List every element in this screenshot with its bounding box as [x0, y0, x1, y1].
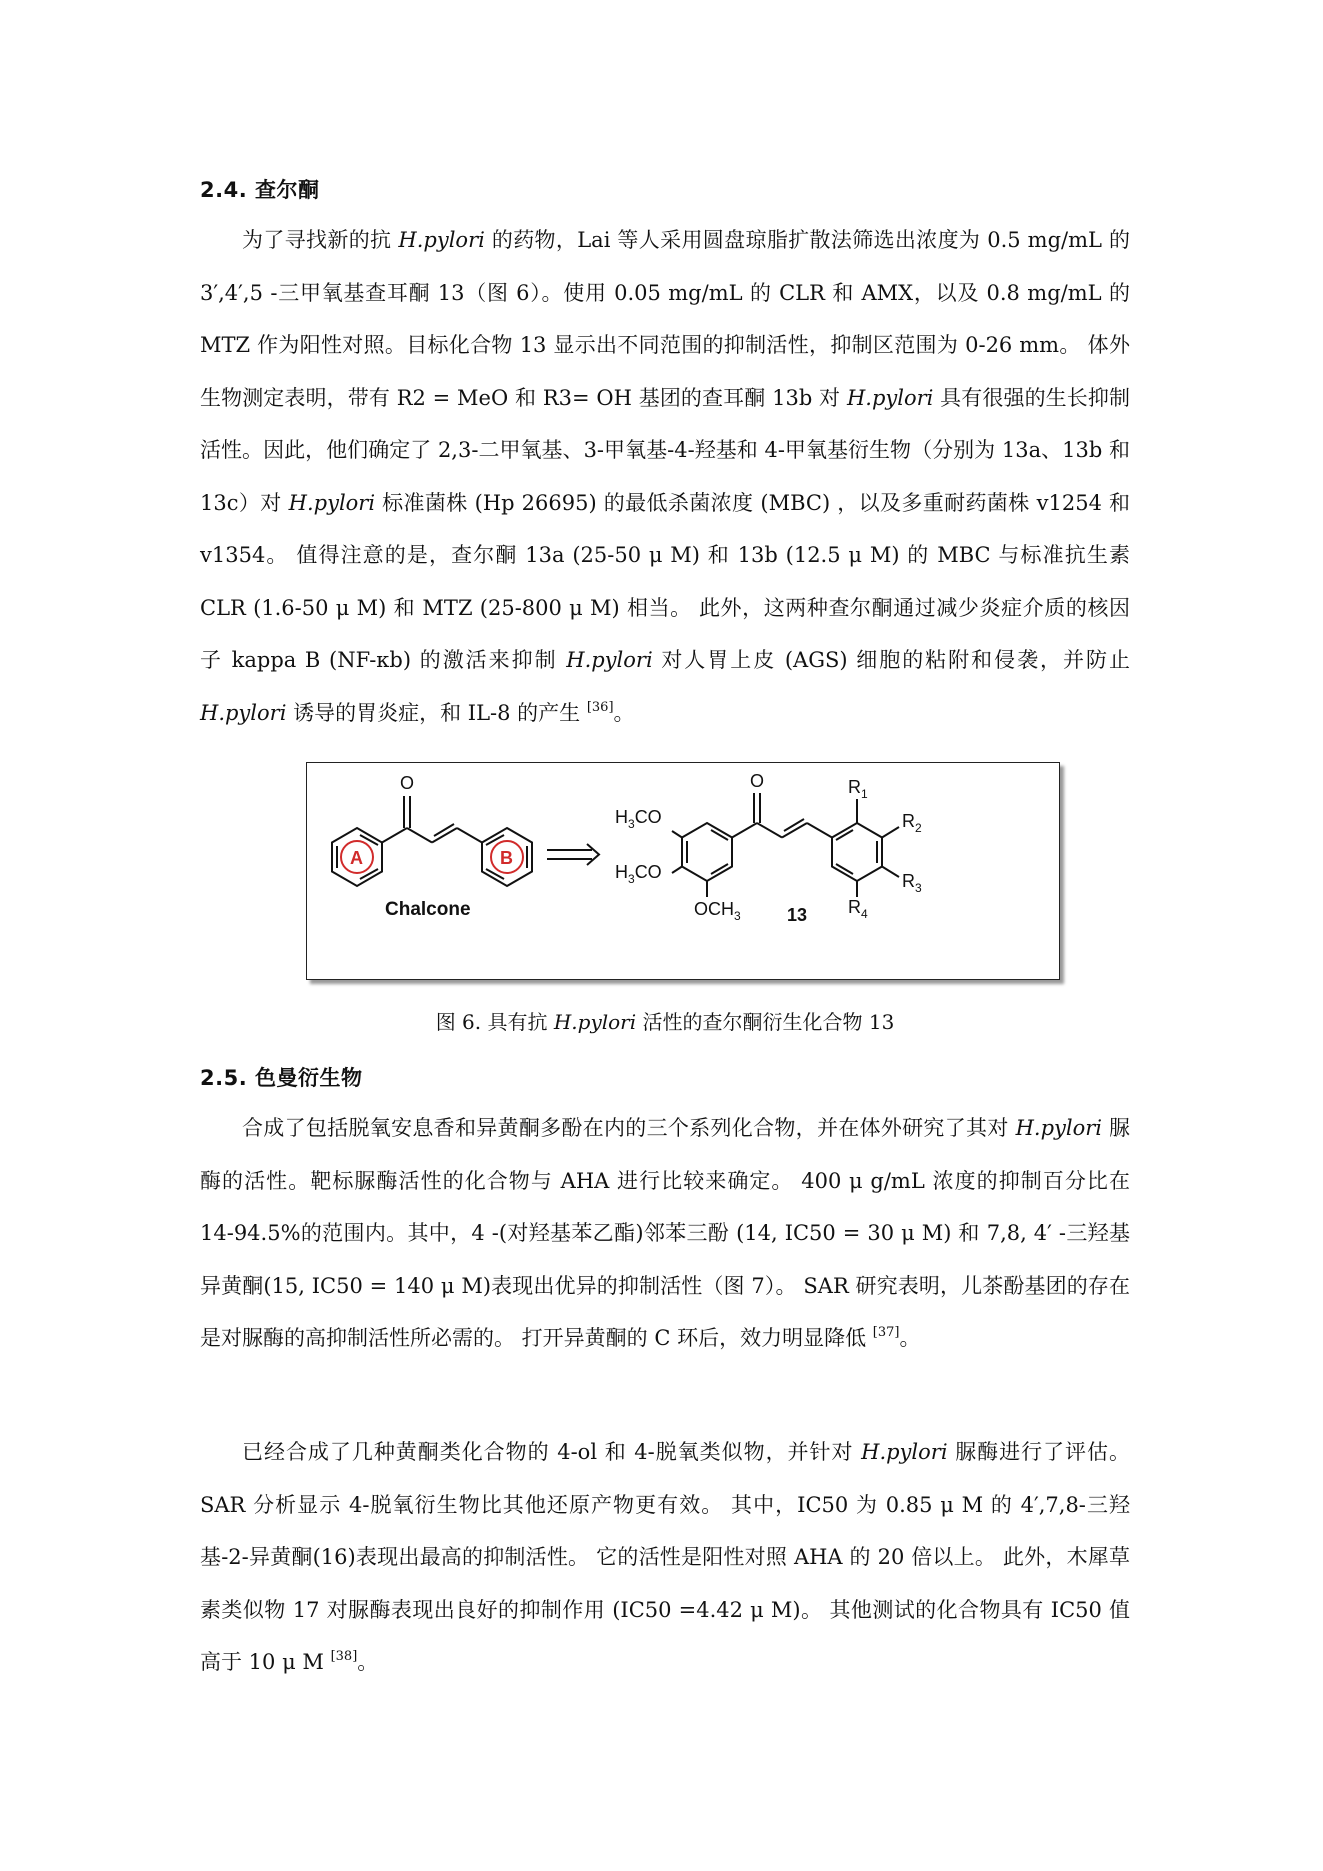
r2-label: $R_2$ [902, 811, 922, 835]
species-name: H.pylori [861, 1440, 948, 1464]
methoxy-middle-label: $H_3CO$ [615, 862, 662, 886]
paragraph-chromane-2 [200, 1426, 1130, 1689]
text-run: 诱导的胃炎症，和 IL-8 的产生 [286, 700, 587, 725]
text-run: 脲酶进行了评估。 SAR 分析显示 4-脱氧衍生物比其他还原产物更有效。 其中，IC50 为 0.85 μ M 的 4′,7,8-三羟基-2-异黄酮(16)表现出最高的抑制活性。 它的活性是阳性对照 AHA 的 20 倍以上。 此外，木犀草素类似物 17 对脲酶表现出良好的抑制作用 (IC50 =4.42 μ M)。 其他测试的化合物具有 IC50 值高于 10 μ M [200, 1440, 1130, 1674]
text-run: 。 [613, 700, 635, 725]
text-run: 。 [899, 1326, 921, 1350]
species-name: H.pylori [200, 700, 287, 725]
species-name: H.pylori [846, 385, 934, 410]
figure-6-frame [306, 762, 1060, 980]
figure-6-caption [200, 1006, 1130, 1035]
text-run: 脲酶的活性。靶标脲酶活性的化合物与 AHA 进行比较来确定。 400 μ g/mL 浓度的抑制百分比在 14-94.5%的范围内。其中，4 -(对羟基苯乙酯)邻苯三酚 (14, IC50 = 30 μ M) 和 7,8, 4′ -三羟基异黄酮(15, IC50 = 140 μ M)表现出优异的抑制活性（图 7）。 SAR 研究表明，儿茶酚基团的存在是对脲酶的高抑制活性所必需的。 打开异黄酮的 C 环后，效力明显降低 [200, 1116, 1130, 1350]
text-run: 活性的查尔酮衍生化合物 13 [636, 1010, 895, 1034]
text-run: 标准菌株 (Hp 26695) 的最低杀菌浓度 (MBC) ，以及多重耐药菌株 v1254 和 v1354。 值得注意的是，查尔酮 13a (25-50 μ M) 和 13b (12.5 μ M) 的 MBC 与标准抗生素 CLR (1.6-50 μ M) 和 MTZ (25-800 μ M) 相当。 此外，这两种查尔酮通过减少炎症介质的核因子 kappa B (NF-κb) 的激活来抑制 [200, 490, 1130, 672]
methoxy-bottom-label: $OCH_3$ [694, 899, 741, 923]
text-run: 为了寻找新的抗 [242, 228, 399, 252]
chalcone-label: Chalcone [385, 899, 471, 920]
citation-ref: [38] [330, 1649, 358, 1664]
text-run: 对人胃上皮 (AGS) 细胞的粘附和侵袭，并防止 [652, 648, 1130, 672]
section-heading-2-5: 2.5. 色曼衍生物 [200, 1066, 363, 1090]
chalcone-structure-diagram [307, 763, 1059, 979]
species-name: H.pylori [1015, 1116, 1103, 1140]
text-run: 具有很强的生长抑制活性。因此，他们确定了 2,3-二甲氧基、3-甲氧基-4-羟基和 4-甲氧基衍生物（分别为 13a、13b 和 13c）对 [200, 385, 1130, 515]
paragraph-chromane-1 [200, 1102, 1130, 1365]
trimethoxy-ring [682, 823, 732, 881]
species-name: H.pylori [398, 228, 485, 252]
section-heading-2-4: 2.4. 查尔酮 [200, 178, 320, 202]
r4-label: $R_4$ [848, 897, 868, 921]
text-run: 图 6. 具有抗 [435, 1010, 554, 1034]
citation-ref: [37] [872, 1325, 900, 1340]
species-name: H.pylori [553, 1010, 637, 1034]
ring-a-label: A [350, 848, 363, 868]
citation-ref: [36] [586, 699, 614, 715]
text-run: 。 [357, 1650, 379, 1674]
r3-label: $R_3$ [902, 871, 922, 895]
r1-label: $R_1$ [848, 777, 868, 801]
substituted-ring [832, 823, 882, 881]
methoxy-top-label: $H_3CO$ [615, 807, 662, 831]
species-name: H.pylori [566, 648, 653, 672]
paragraph-chalcone [200, 214, 1130, 739]
text-run: 的药物，Lai 等人采用圆盘琼脂扩散法筛选出浓度为 0.5 mg/mL 的 3′,4′,5 -三甲氧基查耳酮 13（图 6）。使用 0.05 mg/mL 的 CLR 和 AMX，以及 0.8 mg/mL 的 MTZ 作为阳性对照。目标化合物 13 显示出不同范围的抑制活性，抑制区范围为 0-26 mm。 体外生物测定表明，带有 R2 = MeO 和 R3= OH 基团的查耳酮 13b 对 [200, 228, 1130, 410]
ring-b-label: B [500, 848, 513, 868]
species-name: H.pylori [288, 490, 376, 515]
compound-13-label: 13 [787, 905, 808, 925]
carbonyl-o-label-13: O [750, 771, 765, 791]
carbonyl-o-label: O [400, 773, 415, 793]
text-run: 已经合成了几种黄酮类化合物的 4-ol 和 4-脱氧类似物，并针对 [242, 1440, 862, 1464]
text-run: 合成了包括脱氧安息香和异黄酮多酚在内的三个系列化合物，并在体外研究了其对 [242, 1116, 1016, 1140]
